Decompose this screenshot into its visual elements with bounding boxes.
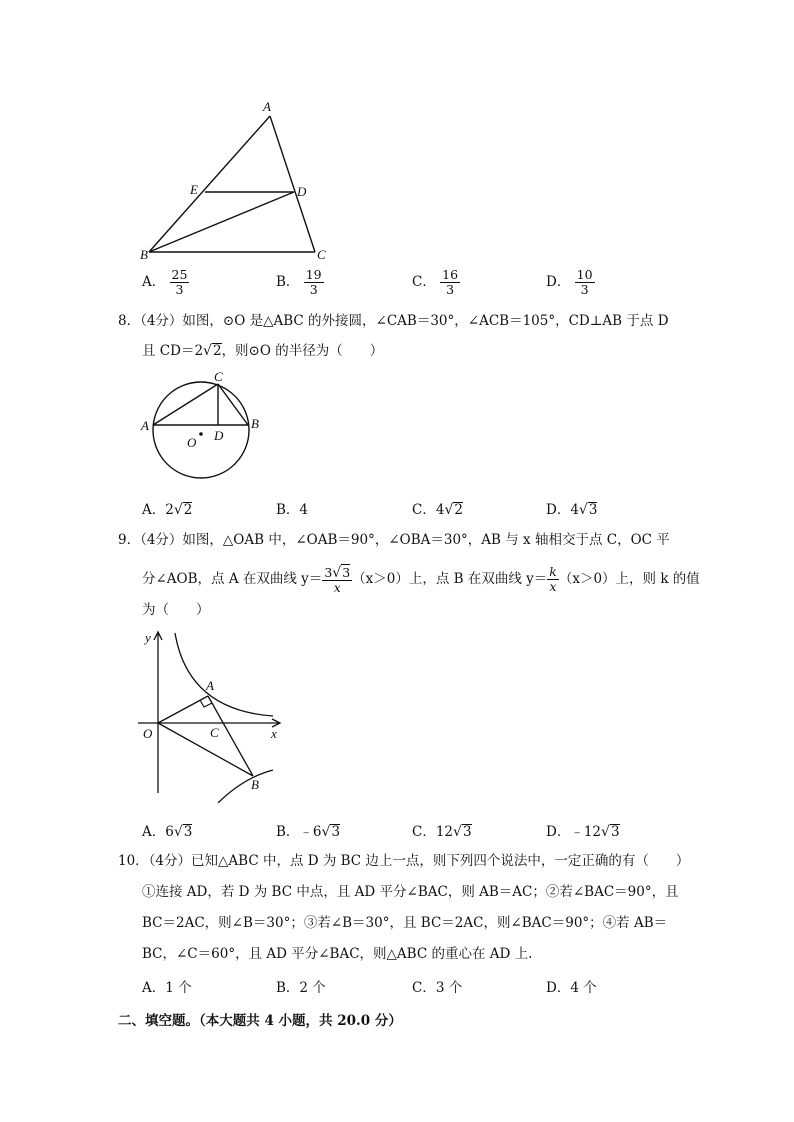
q8-stem-line1: 8．（4分）如图，⊙O 是△ABC 的外接圆，∠CAB＝30°，∠ACB＝105°，CD⊥AB 于点 D — [118, 313, 669, 329]
radicand: 3 — [183, 824, 193, 840]
option-letter: C． — [412, 980, 436, 996]
radicand: 2 — [183, 502, 193, 518]
q8-stem-line2 — [142, 341, 383, 361]
radicand: 2 — [454, 502, 463, 518]
q8-option-d — [546, 498, 597, 518]
numerator: 10 — [576, 267, 593, 282]
q9-stem-line3: 为（ ） — [142, 602, 210, 618]
numerator: 16 — [442, 267, 459, 282]
sqrt-icon: √ — [203, 343, 212, 359]
denominator: 3 — [175, 282, 184, 297]
radicand: 3 — [331, 824, 341, 840]
q7-option-a — [142, 268, 189, 297]
text: 3 个 — [435, 980, 463, 996]
text: ﹣6 — [299, 824, 322, 840]
text: 3 — [324, 565, 333, 580]
option-letter: D． — [546, 274, 571, 290]
option-letter: C． — [412, 274, 436, 290]
q10-stem-line3: BC＝2AC，则∠B＝30°；③若∠B＝30°，且 BC＝2AC，则∠BAC＝90°；④若 AB＝ — [142, 915, 668, 931]
text: 分∠AOB，点 A 在双曲线 y＝ — [142, 571, 323, 587]
q8-label-c: C — [214, 370, 223, 384]
q10-option-d — [546, 976, 597, 996]
numerator: 19 — [305, 267, 322, 282]
text: 2 — [165, 502, 174, 518]
sqrt-icon: √ — [601, 824, 610, 840]
q9-label-y: y — [145, 630, 151, 645]
fraction — [304, 268, 324, 297]
denominator: x — [549, 579, 557, 594]
text: 4 — [570, 502, 579, 518]
numerator: 25 — [171, 267, 188, 282]
section-title: 二、填空题。（本大题共 4 小题，共 20.0 分） — [118, 1013, 402, 1029]
text: 1 个 — [165, 980, 192, 996]
sqrt-icon: √ — [321, 824, 331, 840]
option-letter: D． — [546, 824, 571, 840]
text: ，则⊙O 的半径为（ ） — [221, 343, 384, 359]
q8-label-b: B — [251, 416, 259, 431]
q7-option-c — [412, 268, 460, 297]
fraction — [575, 268, 595, 297]
radicand: 3 — [342, 565, 351, 580]
q9-hyperbola-lower — [218, 770, 273, 803]
q9-option-b — [276, 820, 340, 840]
denominator: x — [333, 580, 341, 595]
q10-option-b — [276, 976, 326, 996]
text: 4 — [299, 502, 309, 518]
q8-side-bc — [218, 384, 248, 425]
q10-stem-line1: 10．（4分）已知△ABC 中，点 D 为 BC 边上一点，则下列四个说法中，一定正确的有（ ） — [118, 853, 690, 869]
option-letter: D． — [546, 980, 571, 996]
denominator: 3 — [580, 282, 589, 297]
q7-label-a: A — [263, 99, 271, 114]
option-letter: D． — [546, 502, 571, 518]
q7-option-b — [276, 268, 324, 297]
q7-label-b: B — [140, 247, 148, 262]
sqrt-icon: √ — [578, 502, 588, 518]
q9-label-o: O — [143, 726, 153, 741]
text: 6 — [165, 824, 174, 840]
q9-label-b: B — [251, 777, 259, 792]
q9-hyperbola-upper — [175, 633, 273, 716]
option-letter: B． — [276, 980, 300, 996]
option-letter: B． — [276, 274, 300, 290]
option-letter: A． — [142, 980, 166, 996]
option-letter: B． — [276, 502, 300, 518]
q9-stem-line2 — [142, 562, 700, 596]
sqrt-icon: √ — [453, 824, 462, 840]
fraction — [440, 268, 460, 297]
text: ﹣12 — [570, 824, 602, 840]
q9-option-d — [546, 820, 620, 840]
q7-label-c: C — [317, 247, 326, 262]
q8-circle-figure — [138, 370, 268, 490]
q7-label-d: D — [297, 184, 307, 199]
q8-center-dot — [199, 432, 203, 436]
q9-label-c: C — [210, 725, 219, 740]
radicand: 3 — [462, 824, 472, 840]
q7-option-d — [546, 268, 595, 297]
q8-side-ac — [153, 384, 218, 425]
option-letter: A． — [142, 502, 166, 518]
sqrt-icon: √ — [173, 502, 183, 518]
radicand: 3 — [610, 824, 620, 840]
text: 且 CD＝2 — [142, 343, 204, 359]
text: 2 个 — [299, 980, 326, 996]
text: 12 — [435, 824, 454, 840]
fraction — [322, 564, 352, 595]
text: 4 — [435, 502, 445, 518]
sqrt-icon: √ — [444, 502, 454, 518]
q10-stem-line2: ①连接 AD，若 D 为 BC 中点，且 AD 平分∠BAC，则 AB＝AC；②若∠BAC＝90°，且 — [142, 884, 679, 900]
fraction — [170, 268, 190, 297]
q7-label-e: E — [190, 182, 198, 197]
radicand: 3 — [588, 502, 598, 518]
q10-option-a — [142, 976, 192, 996]
option-letter: B． — [276, 824, 300, 840]
q9-option-a — [142, 820, 192, 840]
q7-side-ac — [270, 116, 315, 252]
text: （x＞0）上，则 k 的值 — [558, 571, 700, 587]
radicand: 2 — [212, 343, 222, 359]
q7-segment-bd — [149, 192, 294, 252]
q8-label-o: O — [187, 435, 197, 450]
option-letter: C． — [412, 824, 436, 840]
q9-label-x: x — [271, 726, 277, 741]
option-letter: A． — [142, 274, 166, 290]
q8-option-c — [412, 498, 463, 518]
text: 4 个 — [570, 980, 597, 996]
q8-label-a: A — [141, 418, 149, 433]
option-letter: A． — [142, 824, 166, 840]
q9-stem-line1: 9．（4分）如图，△OAB 中，∠OAB＝90°，∠OBA＝30°，AB 与 x 轴相交于点 C，OC 平 — [118, 532, 670, 548]
q9-label-a: A — [206, 678, 214, 693]
q7-side-ab — [149, 116, 270, 252]
sqrt-icon: √ — [332, 565, 342, 581]
q10-stem-line4: BC，∠C＝60°，且 AD 平分∠BAC，则△ABC 的重心在 AD 上. — [142, 946, 533, 962]
text: （x＞0）上，点 B 在双曲线 y＝ — [352, 571, 548, 587]
q10-option-c — [412, 976, 462, 996]
q9-option-c — [412, 820, 472, 840]
numerator: k — [549, 564, 557, 579]
numerator — [322, 564, 352, 581]
q8-circle-o — [153, 382, 249, 478]
sqrt-icon: √ — [173, 824, 183, 840]
q8-option-b — [276, 498, 308, 518]
q8-label-d: D — [214, 428, 224, 443]
fraction — [547, 565, 559, 594]
option-letter: C． — [412, 502, 436, 518]
q7-triangle-figure — [135, 95, 335, 265]
q9-coordinate-figure — [138, 628, 288, 803]
q8-option-a — [142, 498, 192, 518]
denominator: 3 — [446, 282, 455, 297]
denominator: 3 — [309, 282, 318, 297]
